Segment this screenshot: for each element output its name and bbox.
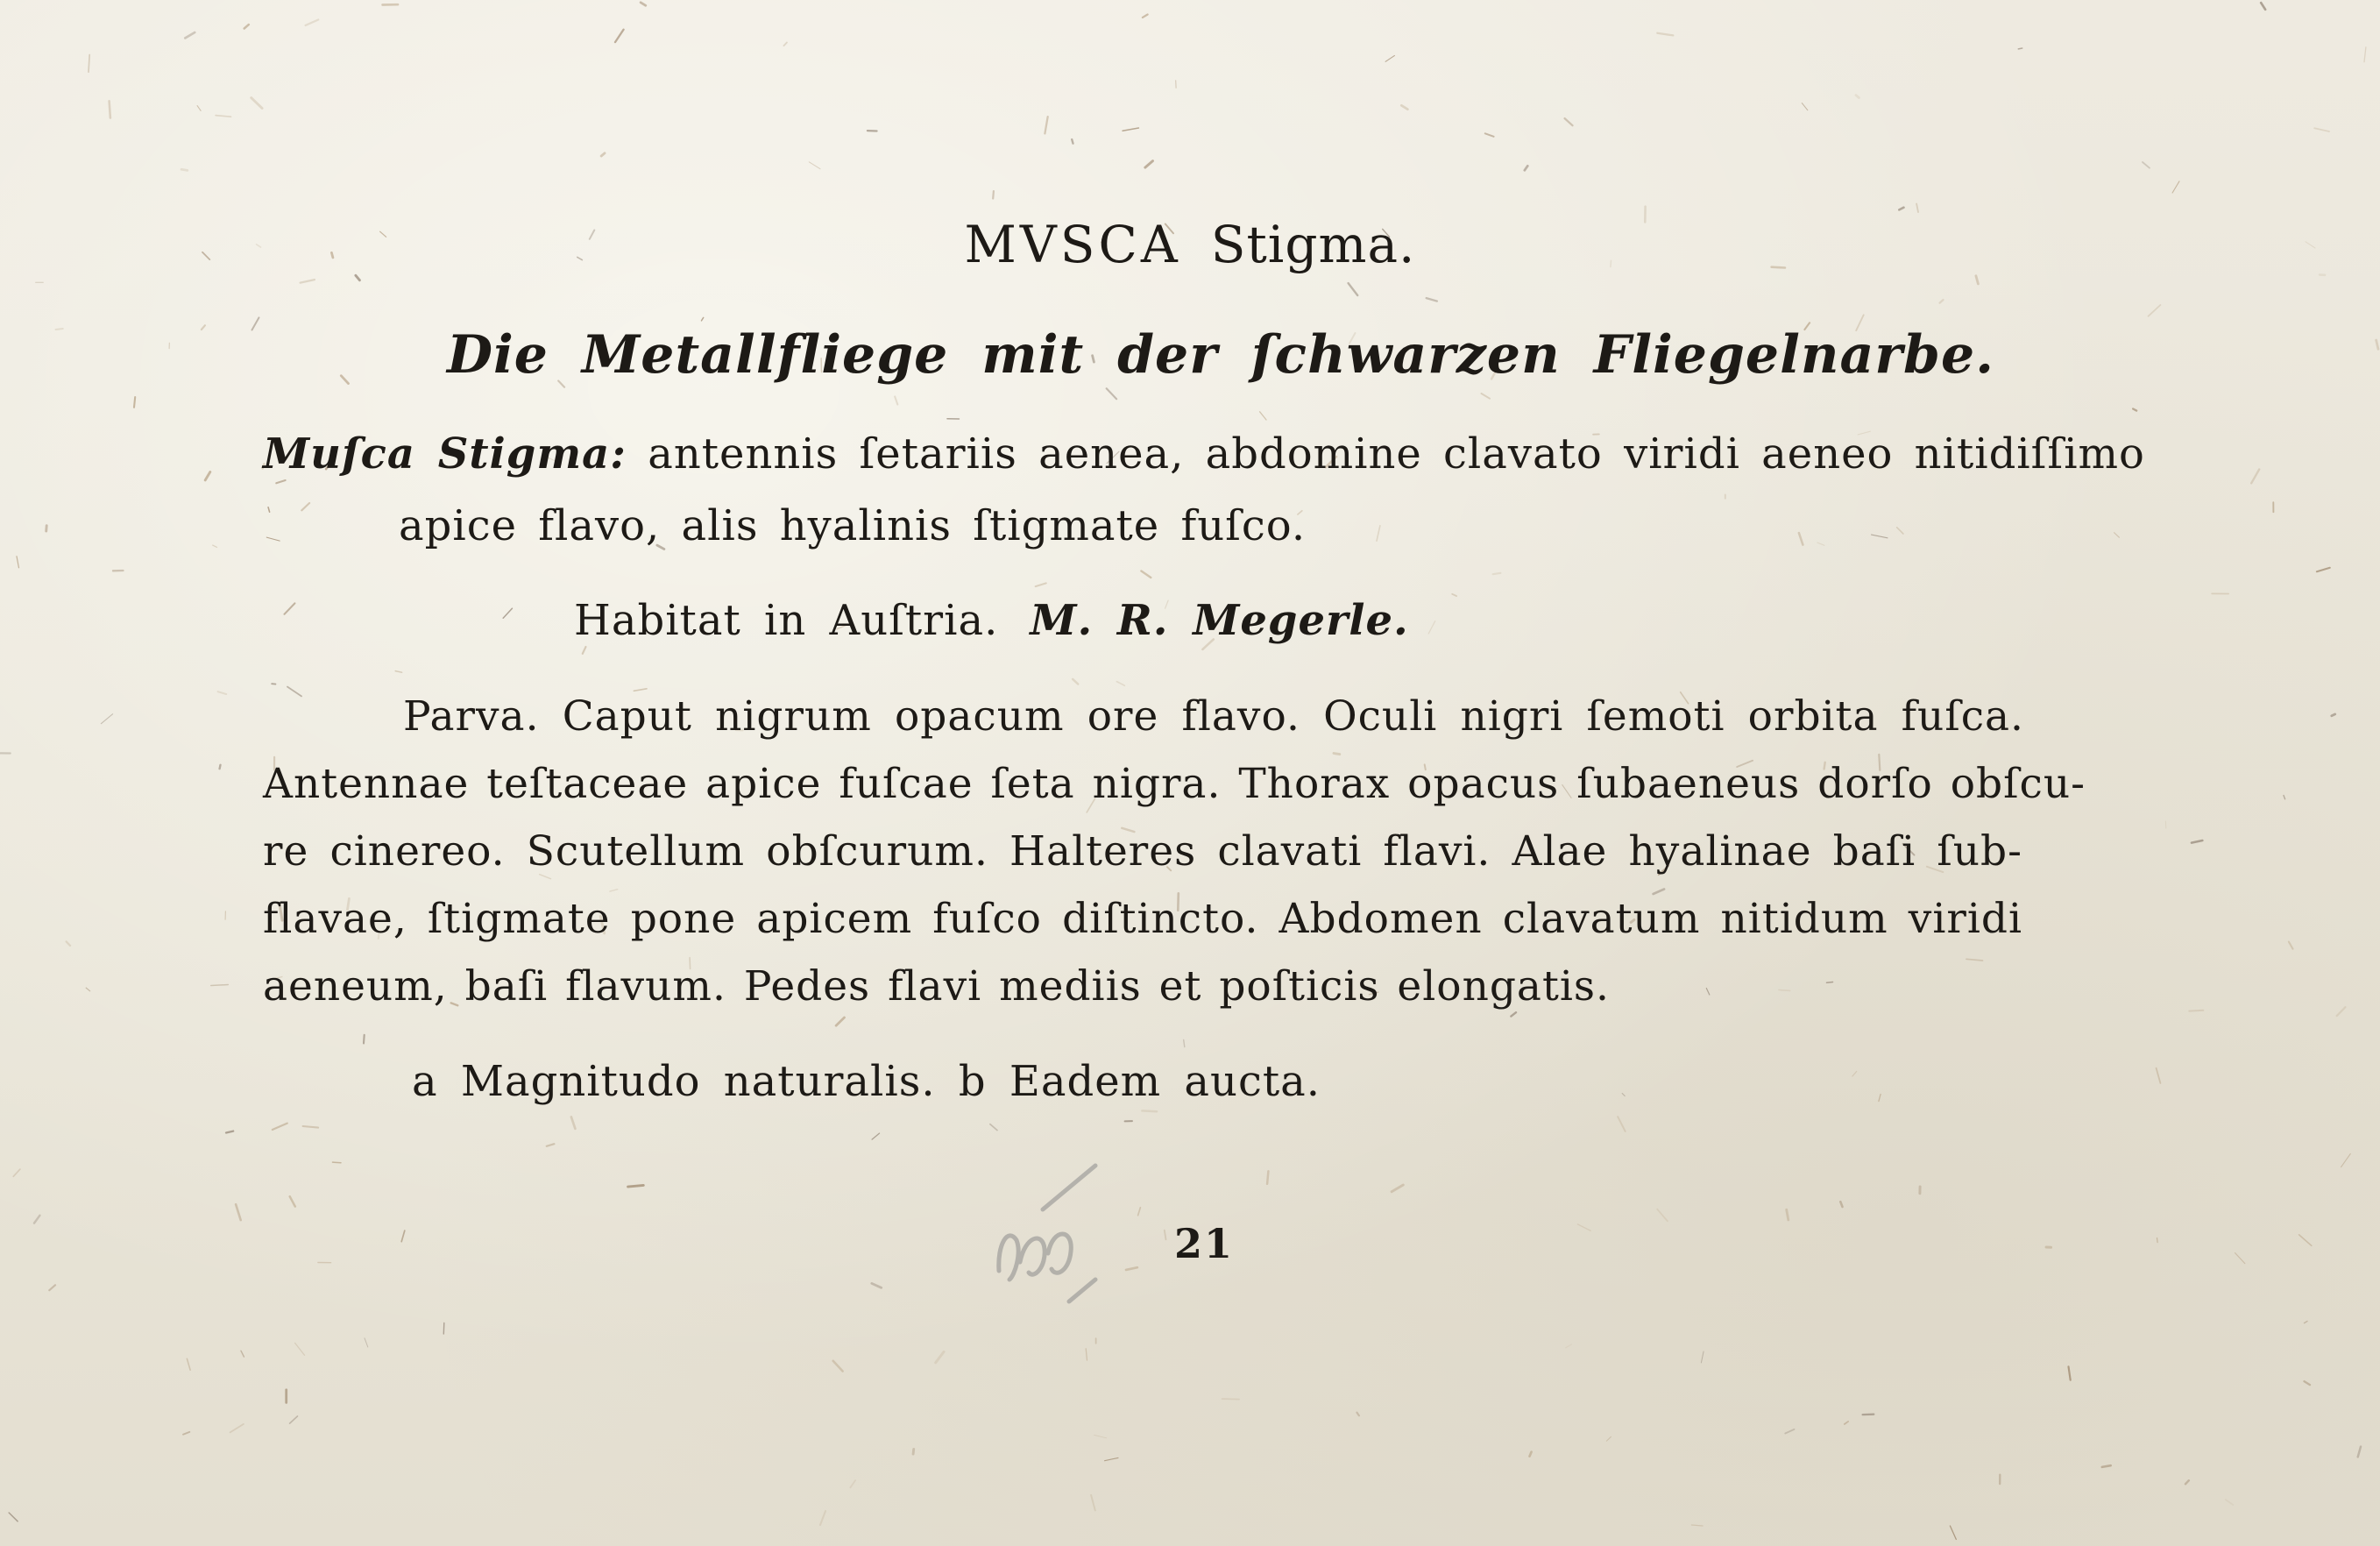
paper-fiber — [1401, 105, 1407, 109]
paper-fiber — [364, 1035, 365, 1044]
paper-fiber — [251, 98, 262, 109]
paper-fiber — [2284, 796, 2285, 799]
paper-fiber — [641, 3, 646, 6]
paper-fiber — [1392, 1185, 1403, 1192]
paper-fiber — [850, 1480, 855, 1487]
paper-fiber — [266, 537, 280, 541]
paper-fiber — [2317, 568, 2330, 571]
paper-fiber — [268, 507, 270, 512]
paper-fiber — [1856, 96, 1859, 98]
paper-fiber — [1657, 1209, 1668, 1222]
paper-fiber — [303, 1126, 319, 1128]
paper-fiber — [2157, 1238, 2158, 1243]
paper-fiber — [1787, 1209, 1789, 1220]
paper-fiber — [365, 1338, 368, 1347]
paper-fiber — [1267, 1171, 1268, 1183]
paper-fiber — [241, 1351, 244, 1357]
paper-fiber — [1706, 989, 1710, 996]
paper-fiber — [356, 275, 360, 280]
paper-fiber — [895, 397, 897, 405]
paper-fiber — [2133, 409, 2136, 411]
paper-fiber — [1126, 1267, 1137, 1270]
paper-fiber — [1107, 388, 1116, 399]
paper-fiber — [1691, 1525, 1703, 1526]
paper-fiber — [2341, 1153, 2351, 1167]
paper-fiber — [244, 25, 249, 28]
paper-fiber — [187, 1358, 190, 1370]
paper-fiber — [2299, 1235, 2312, 1245]
paper-fiber — [1222, 1399, 1239, 1400]
paper-fiber — [1045, 117, 1047, 133]
paper-fiber — [1165, 1230, 1166, 1240]
paper-fiber — [2069, 1366, 2071, 1379]
species-name: Muſca Stigma: — [263, 429, 627, 479]
paper-fiber — [1899, 208, 1903, 210]
paper-fiber — [1036, 583, 1046, 586]
paper-fiber — [2261, 3, 2265, 10]
paper-fiber — [1357, 1413, 1359, 1416]
paper-fiber — [2018, 48, 2022, 49]
paper-fiber — [1657, 33, 1673, 36]
paper-fiber — [2332, 714, 2335, 716]
description-line-4: flavae, ſtigmate pone apicem fuſco diſtincto. Abdomen clavatum nitidum viridi — [263, 895, 2022, 943]
paper-fiber — [1654, 890, 1665, 895]
paper-fiber — [183, 1432, 189, 1435]
paper-fiber — [1577, 1224, 1590, 1230]
paper-fiber — [1334, 754, 1340, 755]
paper-fiber — [1840, 1202, 1842, 1207]
paper-fiber — [1566, 1344, 1572, 1348]
paper-fiber — [1143, 15, 1148, 18]
paper-fiber — [287, 687, 301, 697]
paper-fiber — [67, 941, 70, 946]
paper-fiber — [295, 1343, 305, 1355]
paper-fiber — [1845, 1422, 1848, 1424]
paper-fiber — [2157, 1068, 2161, 1083]
paper-fiber — [1452, 594, 1456, 596]
diagnosis-line-1 — [263, 429, 2145, 479]
paper-fiber — [1427, 298, 1437, 301]
paper-fiber — [1950, 1526, 1956, 1539]
page-number: 21 — [1174, 1220, 1235, 1267]
paper-fiber — [1349, 283, 1358, 295]
paper-fiber — [211, 985, 229, 986]
paper-fiber — [1184, 1040, 1185, 1047]
paper-fiber — [503, 608, 512, 618]
title-genus: MVSCA — [964, 215, 1181, 274]
paper-fiber — [2114, 533, 2120, 538]
paper-fiber — [301, 280, 315, 283]
paper-fiber — [836, 1018, 844, 1025]
paper-fiber — [185, 32, 195, 38]
paper-fiber — [1817, 543, 1824, 545]
description-line-2: Antennae teſtaceae apice fuſcae ſeta nigra. Thorax opacus ſubaeneus dorſo obſcu- — [263, 760, 2086, 808]
paper-fiber — [2251, 470, 2259, 484]
paper-fiber — [1073, 679, 1078, 684]
paper-fiber — [1141, 571, 1151, 578]
title-species: Stigma. — [1210, 215, 1416, 274]
paper-fiber — [1094, 1435, 1107, 1437]
paper-fiber — [1701, 1351, 1704, 1363]
paper-fiber — [218, 691, 227, 694]
paper-fiber — [230, 1424, 244, 1433]
paper-fiber — [2364, 47, 2366, 62]
paper-fiber — [236, 1204, 241, 1220]
paper-fiber — [34, 1216, 39, 1223]
german-subtitle: Die Metallfliege mit der ſchwarzen Fliegelnarbe. — [446, 324, 1995, 386]
paper-fiber — [1105, 1457, 1118, 1460]
paper-fiber — [2102, 1465, 2111, 1467]
paper-fiber — [1086, 1349, 1087, 1360]
paper-fiber — [395, 671, 401, 673]
paper-fiber — [13, 1169, 20, 1176]
paper-fiber — [333, 1162, 342, 1163]
paper-fiber — [628, 1185, 644, 1187]
paper-fiber — [2289, 942, 2293, 949]
paper-fiber — [583, 647, 586, 654]
diagnosis-text-1: antennis ſetariis aenea, abdomine clavato viridi aeneo nitidiſſimo — [648, 429, 2145, 479]
paper-fiber — [101, 714, 112, 724]
paper-fiber — [290, 1416, 298, 1423]
paper-fiber — [993, 191, 994, 198]
paper-fiber — [634, 689, 647, 691]
paper-fiber — [1785, 1429, 1794, 1434]
paper-fiber — [1138, 1208, 1141, 1216]
paper-fiber — [1618, 1117, 1626, 1131]
paper-fiber — [2149, 305, 2161, 316]
paper-fiber — [220, 765, 221, 769]
pencil-mark — [990, 1157, 1113, 1306]
paper-fiber — [872, 1133, 879, 1139]
paper-fiber — [2235, 1253, 2245, 1264]
paper-fiber — [2337, 1007, 2346, 1016]
paper-fiber — [1606, 1436, 1611, 1441]
collector-name: M. R. Megerle. — [1030, 596, 1409, 645]
paper-fiber — [273, 1124, 287, 1130]
paper-fiber — [1940, 300, 1944, 303]
plate-title — [0, 215, 2380, 274]
paper-fiber — [809, 162, 820, 169]
paper-fiber — [1622, 1094, 1625, 1096]
paper-fiber — [1493, 573, 1501, 574]
paper-fiber — [49, 1285, 55, 1290]
paper-fiber — [226, 1131, 233, 1133]
paper-fiber — [1976, 276, 1979, 284]
paper-fiber — [1852, 1072, 1857, 1077]
paper-fiber — [1525, 166, 1528, 170]
paper-fiber — [401, 1230, 405, 1242]
paper-fiber — [2172, 181, 2179, 193]
paper-fiber — [833, 1361, 843, 1372]
paper-fiber — [1799, 533, 1803, 545]
paper-fiber — [1872, 535, 1888, 538]
paper-fiber — [601, 153, 605, 156]
paper-fiber — [1145, 161, 1153, 168]
paper-fiber — [1966, 959, 1983, 961]
paper-fiber — [820, 1511, 825, 1525]
paper-fiber — [2358, 1447, 2361, 1457]
paper-fiber — [1091, 1495, 1095, 1511]
habitat-text: Habitat in Auſtria. — [574, 596, 999, 645]
paper-fiber — [213, 545, 217, 547]
paper-fiber — [1385, 55, 1394, 61]
paper-fiber — [216, 116, 230, 117]
paper-fiber — [181, 169, 188, 170]
figure-legend: a Magnitudo naturalis. b Eadem aucta. — [412, 1057, 1321, 1106]
paper-fiber — [936, 1351, 944, 1362]
paper-fiber — [290, 1196, 295, 1206]
paper-fiber — [1530, 1452, 1532, 1457]
paper-fiber — [9, 1513, 18, 1521]
paper-fiber — [913, 1449, 914, 1454]
paper-fiber — [1072, 139, 1073, 144]
paper-fiber — [306, 20, 319, 25]
paper-fiber — [197, 106, 201, 111]
paper-fiber — [17, 557, 19, 568]
diagnosis-line-2: apice flavo, alis hyalinis ſtigmate fuſco. — [399, 501, 1307, 550]
paper-fiber — [1565, 118, 1573, 125]
paper-fiber — [86, 988, 90, 991]
paper-fiber — [1377, 526, 1380, 541]
paper-fiber — [872, 1283, 882, 1287]
paper-fiber — [1142, 1110, 1157, 1111]
paper-fiber — [784, 43, 787, 46]
paper-fiber — [301, 503, 309, 510]
paper-fiber — [443, 1323, 444, 1335]
paper-fiber — [571, 1117, 576, 1128]
paper-fiber — [615, 30, 624, 42]
description-line-3: re cinereo. Scutellum obſcurum. Halteres clavati flavi. Alae hyalinae baſi ſub- — [263, 827, 2022, 876]
paper-fiber — [2314, 128, 2329, 131]
paper-fiber — [1916, 204, 1918, 213]
habitat-line — [574, 596, 1409, 645]
paper-fiber — [2185, 1480, 2189, 1484]
paper-fiber — [1827, 982, 1833, 983]
paper-fiber — [285, 603, 295, 613]
paper-fiber — [205, 472, 210, 480]
paper-fiber — [2192, 840, 2203, 843]
paper-fiber — [610, 890, 618, 891]
paper-fiber — [1511, 1012, 1516, 1016]
paper-fiber — [1879, 1095, 1881, 1102]
paper-fiber — [1260, 412, 1266, 420]
paper-fiber — [1485, 133, 1494, 137]
paper-fiber — [1482, 394, 1491, 399]
paper-fiber — [2305, 1322, 2308, 1323]
paper-fiber — [1802, 103, 1808, 110]
paper-fiber — [1123, 128, 1138, 131]
paper-fiber — [1897, 528, 1903, 534]
paper-fiber — [1779, 990, 1790, 991]
paper-fiber — [702, 317, 704, 321]
paper-fiber — [46, 526, 47, 531]
paper-fiber — [547, 1144, 555, 1146]
paper-fiber — [1428, 621, 1435, 634]
paper-fiber — [2305, 1381, 2311, 1385]
paper-fiber — [990, 1124, 997, 1131]
paper-fiber — [1116, 682, 1124, 686]
paper-fiber — [276, 480, 285, 483]
paper-fiber — [2226, 1500, 2234, 1505]
description-line-1: Parva. Caput nigrum opacum ore flavo. Oculi nigri ſemoti orbita fuſca. — [403, 692, 2024, 741]
paper-fiber — [134, 397, 135, 408]
description-line-5: aeneum, baſi flavum. Pedes flavi mediis et poſticis elongatis. — [263, 962, 1610, 1011]
paper-fiber — [2143, 162, 2150, 168]
